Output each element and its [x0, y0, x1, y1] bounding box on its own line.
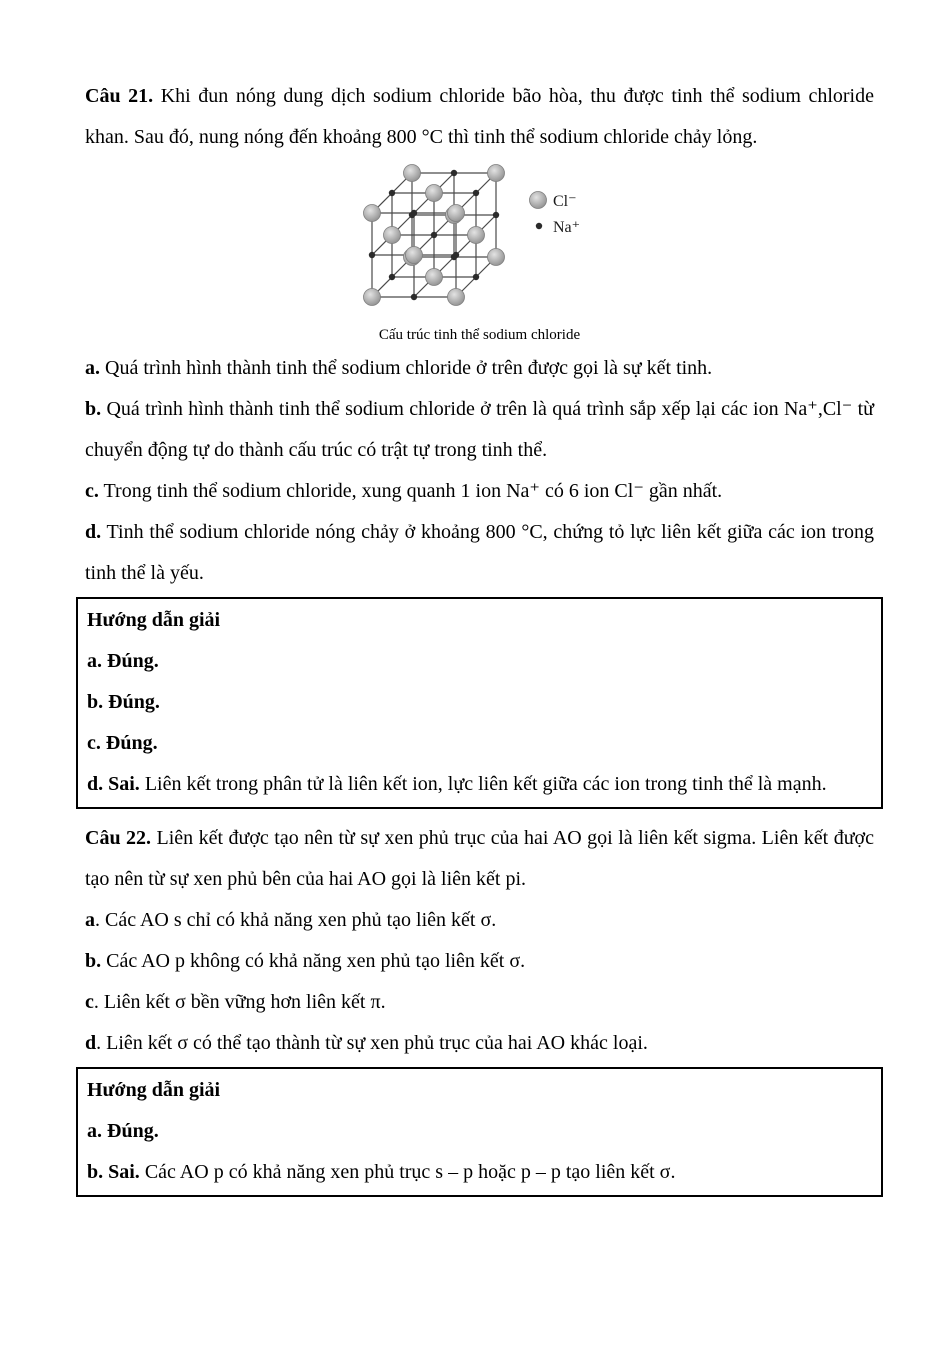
option-label: d — [85, 1032, 97, 1054]
option-label: b. — [85, 950, 102, 972]
q22-label: Câu 22. — [85, 827, 152, 849]
q22-intro-paragraph — [85, 818, 874, 900]
option-text: Tinh thể sodium chloride nóng chảy ở khoảng 800 °C, chứng tỏ lực liên kết giữa các ion trong tinh thể là yếu. — [85, 521, 874, 584]
option-label: c. — [85, 480, 99, 502]
solution-verdict: d. Sai. — [87, 773, 140, 795]
na-ion-dot — [472, 190, 478, 196]
q22-option-a — [85, 900, 874, 941]
na-ion-dot — [388, 274, 394, 280]
solution-verdict: a. Đúng. — [87, 1120, 159, 1142]
solution-line-d — [87, 764, 872, 805]
na-ion-dot — [452, 252, 458, 258]
q21-option-b — [85, 389, 874, 471]
cl-ion-sphere — [425, 185, 442, 202]
cl-ion-sphere — [487, 165, 504, 182]
q22-option-c — [85, 982, 874, 1023]
crystal-lattice-diagram — [355, 164, 605, 316]
cl-ion-sphere — [447, 205, 464, 222]
option-text: . Liên kết σ có thể tạo thành từ sự xen phủ trục của hai AO khác loại. — [96, 1032, 648, 1054]
solution-title — [87, 600, 872, 641]
option-label: c — [85, 991, 94, 1013]
option-label: a — [85, 909, 95, 931]
q21-option-d — [85, 512, 874, 594]
na-ion-dot — [472, 274, 478, 280]
crystal-structure-figure — [85, 164, 874, 346]
cl-ion-sphere — [467, 227, 484, 244]
solution-title-text: Hướng dẫn giải — [87, 609, 221, 631]
cl-ion-sphere — [363, 205, 380, 222]
solution-line-a — [87, 1111, 872, 1152]
solution-line-c — [87, 723, 872, 764]
cl-ion-sphere — [425, 269, 442, 286]
solution-verdict: a. Đúng. — [87, 650, 159, 672]
q21-intro-paragraph — [85, 76, 874, 158]
solution-line-b — [87, 1152, 872, 1193]
cl-ion-sphere — [405, 247, 422, 264]
option-text: Trong tinh thể sodium chloride, xung quanh 1 ion Na⁺ có 6 ion Cl⁻ gần nhất. — [98, 480, 723, 502]
cl-ion-sphere — [487, 249, 504, 266]
na-ion-dot — [388, 190, 394, 196]
cl-ion-sphere — [383, 227, 400, 244]
q21-label: Câu 21. — [85, 85, 154, 107]
legend-na-label: Na⁺ — [552, 219, 580, 236]
solution-verdict: b. Đúng. — [87, 691, 160, 713]
q22-solution-box — [76, 1067, 883, 1197]
option-label: a. — [85, 357, 100, 379]
solution-line-b — [87, 682, 872, 723]
option-text: . Các AO s chỉ có khả năng xen phủ tạo liên kết σ. — [95, 909, 497, 931]
q21-option-c — [85, 471, 874, 512]
option-text: Quá trình hình thành tinh thể sodium chloride ở trên là quá trình sắp xếp lại các ion Na⁺,Cl⁻ từ chuyển động tự do thành cấu trúc có trật tự trong tinh thể. — [85, 398, 874, 461]
q21-option-a — [85, 348, 874, 389]
q21-intro-text: Khi đun nóng dung dịch sodium chloride bão hòa, thu được tinh thể sodium chloride khan. Sau đó, nung nóng đến khoảng 800 °C thì tinh thể sodium chloride chảy lỏng. — [85, 85, 874, 148]
solution-verdict: b. Sai. — [87, 1161, 140, 1183]
option-label: d. — [85, 521, 102, 543]
solution-title — [87, 1070, 872, 1111]
na-ion-dot — [368, 252, 374, 258]
option-text: . Liên kết σ bền vững hơn liên kết π. — [93, 991, 386, 1013]
figure-legend — [529, 192, 580, 237]
figure-caption: Cấu trúc tinh thể sodium chloride — [378, 327, 581, 343]
q21-solution-box — [76, 597, 883, 809]
solution-title-text: Hướng dẫn giải — [87, 1079, 221, 1101]
option-text: Các AO p không có khả năng xen phủ tạo liên kết σ. — [101, 950, 526, 972]
solution-text: Liên kết trong phân tử là liên kết ion, lực liên kết giữa các ion trong tinh thể là mạnh. — [139, 773, 827, 795]
option-text: Quá trình hình thành tinh thể sodium chloride ở trên được gọi là sự kết tinh. — [100, 357, 713, 379]
na-ion-dot — [450, 170, 456, 176]
na-ion-dot — [492, 212, 498, 218]
cl-ion-sphere — [403, 165, 420, 182]
legend-cl-sphere-icon — [529, 192, 546, 209]
na-ion-dot — [410, 294, 416, 300]
option-label: b. — [85, 398, 102, 420]
cl-ion-sphere — [363, 289, 380, 306]
q22-intro-text: Liên kết được tạo nên từ sự xen phủ trục của hai AO gọi là liên kết sigma. Liên kết được tạo nên từ sự xen phủ bên của hai AO gọi là liên kết pi. — [85, 827, 874, 890]
cl-ion-sphere — [447, 289, 464, 306]
na-ion-dot — [430, 232, 436, 238]
q22-option-d — [85, 1023, 874, 1064]
solution-verdict: c. Đúng. — [87, 732, 158, 754]
legend-na-dot-icon — [535, 223, 541, 229]
na-ion-dot — [410, 210, 416, 216]
solution-text: Các AO p có khả năng xen phủ trục s – p hoặc p – p tạo liên kết σ. — [139, 1161, 676, 1183]
q22-option-b — [85, 941, 874, 982]
solution-line-a — [87, 641, 872, 682]
legend-cl-label: Cl⁻ — [552, 193, 577, 210]
